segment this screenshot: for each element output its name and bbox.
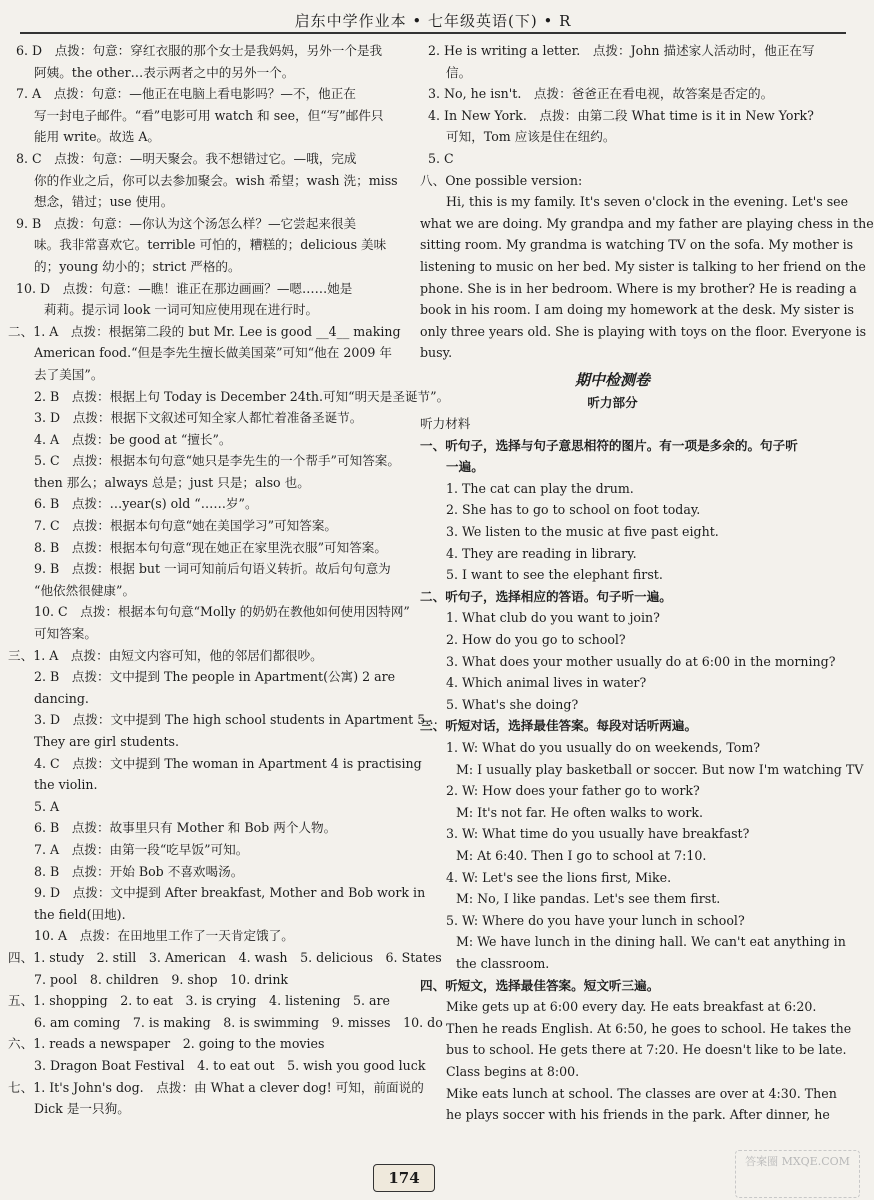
page-number: 174 <box>373 1164 435 1192</box>
answer-line: American food.“但是李先生擅长做美国菜”可知“他在 2009 年 <box>34 345 392 361</box>
answer-line: 7. pool 8. children 9. shop 10. drink <box>34 971 289 987</box>
answer-line: 能用 write。故选 A。 <box>34 129 161 145</box>
answer-line: 9. B 点拨：句意：—你认为这个汤怎么样？—它尝起来很美 <box>16 215 357 231</box>
listening-item: Mike eats lunch at school. The classes are over at 4:30. Then <box>446 1085 837 1101</box>
answer-line: sitting room. My grandma is watching TV on the sofa. My mother is <box>420 237 854 253</box>
answer-line: 写一封电子邮件。“看”电影可用 watch 和 see，但“写”邮件只 <box>34 107 384 123</box>
answer-line: 信。 <box>446 64 472 80</box>
listening-materials <box>420 435 864 1126</box>
answer-line: 3. Dragon Boat Festival 4. to eat out 5. wish you good luck <box>34 1057 426 1073</box>
answer-line: busy. <box>420 345 453 361</box>
listening-item: 1. W: What do you usually do on weekends, Tom? <box>446 740 761 755</box>
answer-line: 10. D 点拨：句意：—瞧！谁正在那边画画？—嗯……她是 <box>16 280 353 296</box>
listening-item: 4. W: Let's see the lions first, Mike. <box>446 869 672 885</box>
header-divider <box>20 32 846 34</box>
materials-label: 听力材料 <box>420 416 471 432</box>
answer-line: 3. D 点拨：文中提到 The high school students in Apartment 5… <box>34 712 438 728</box>
answer-line: 味。我非常喜欢它。terrible 可怕的，糟糕的；delicious 美味 <box>34 237 387 253</box>
answer-line: 9. D 点拨：文中提到 After breakfast, Mother and Bob work in <box>34 885 426 901</box>
answer-line: 五、1. shopping 2. to eat 3. is crying 4. listening 5. are <box>8 993 391 1009</box>
section-heading: 一、听句子，选择与句子意思相符的图片。有一项是多余的。句子听 <box>420 437 798 453</box>
answer-line: 可知答案。 <box>34 626 97 642</box>
answer-line: 去了美国”。 <box>34 366 104 382</box>
answer-line: 9. B 点拨：根据 but 一词可知前后句语义转折。故后句句意为 <box>34 561 391 577</box>
answer-line: 6. D 点拨：句意：穿红衣服的那个女士是我妈妈，另外一个是我 <box>16 43 383 58</box>
midterm-title: 期中检测卷 <box>574 370 650 389</box>
answer-line: 8. B 点拨：根据本句句意“现在她正在家里洗衣服”可知答案。 <box>34 539 387 555</box>
listening-item: 1. What club do you want to join? <box>446 610 660 626</box>
answer-line: 5. A <box>34 798 60 814</box>
answer-line: 7. A 点拨：句意：—他正在电脑上看电影吗？—不，他正在 <box>16 86 356 102</box>
section-heading: 二、听句子，选择相应的答语。句子听一遍。 <box>420 588 672 604</box>
listening-item: he plays soccer with his friends in the park. After dinner, he <box>446 1107 830 1123</box>
answer-line: 3. D 点拨：根据下文叙述可知全家人都忙着准备圣诞节。 <box>34 410 363 426</box>
answer-line: 的；young 幼小的；strict 严格的。 <box>34 258 241 274</box>
answer-line: 6. B 点拨：…year(s) old “……岁”。 <box>34 496 258 512</box>
listening-item: 3. What does your mother usually do at 6:00 in the morning? <box>446 653 836 669</box>
answer-line: then 那么；always 总是；just 只是；also 也。 <box>34 474 310 490</box>
answer-line: the violin. <box>34 777 98 793</box>
answer-line: 你的作业之后，你可以去参加聚会。wish 希望；wash 洗；miss <box>34 172 398 188</box>
answer-line: 2. He is writing a letter. 点拨：John 描述家人活动时，他正在写 <box>428 43 815 58</box>
answer-line: 阿姨。the other…表示两者之中的另外一个。 <box>34 64 295 80</box>
answer-column-right <box>420 40 874 1126</box>
answer-line: dancing. <box>34 690 89 706</box>
answer-line: Hi, this is my family. It's seven o'clock in the evening. Let's see <box>446 194 849 210</box>
listening-item: 3. W: What time do you usually have breakfast? <box>446 826 750 842</box>
listening-item: 3. We listen to the music at five past eight. <box>446 524 719 540</box>
answer-line: 4. In New York. 点拨：由第二段 What time is it in New York? <box>428 107 814 123</box>
listening-item: Class begins at 8:00. <box>446 1063 580 1079</box>
answer-line: 想念，错过；use 使用。 <box>34 194 174 210</box>
answer-line: the field(田地). <box>34 906 126 922</box>
listening-part-title: 听力部分 <box>587 394 638 410</box>
listening-item: M: It's not far. He often walks to work. <box>456 804 704 820</box>
listening-item: 2. W: How does your father go to work? <box>446 783 700 799</box>
answer-line: 10. A 点拨：在田地里工作了一天肯定饿了。 <box>34 928 294 944</box>
answer-line: 8. C 点拨：句意：—明天聚会。我不想错过它。—哦，完成 <box>16 150 357 166</box>
section-heading-cont: 一遍。 <box>446 459 484 475</box>
answer-line: book in his room. I am doing my homework at the desk. My sister is <box>420 302 854 318</box>
answer-line: what we are doing. My grandpa and my father are playing chess in the <box>420 215 874 231</box>
answer-line: only three years old. She is playing with toys on the floor. Everyone is <box>420 323 867 339</box>
answer-line: 5. C <box>428 150 454 166</box>
listening-item: 1. The cat can play the drum. <box>446 480 634 496</box>
listening-item: Mike gets up at 6:00 every day. He eats breakfast at 6:20. <box>446 999 817 1015</box>
answer-line: 三、1. A 点拨：由短文内容可知，他的邻居们都很吵。 <box>8 647 323 663</box>
answer-line: 5. C 点拨：根据本句句意“她只是李先生的一个帮手”可知答案。 <box>34 453 400 469</box>
answer-line: 七、1. It's John's dog. 点拨：由 What a clever dog! 可知，前面说的 <box>8 1079 424 1095</box>
answer-line: 4. A 点拨：be good at “擅长”。 <box>34 431 232 447</box>
listening-item: M: No, I like pandas. Let's see them first. <box>456 891 721 907</box>
right-answers <box>420 40 874 364</box>
listening-item: Then he reads English. At 6:50, he goes to school. He takes the <box>446 1020 852 1036</box>
listening-item: M: I usually play basketball or soccer. But now I'm watching TV <box>456 761 864 777</box>
listening-item: M: We have lunch in the dining hall. We can't eat anything in <box>456 934 846 950</box>
answer-line: 7. C 点拨：根据本句句意“她在美国学习”可知答案。 <box>34 518 338 534</box>
page-header: 启东中学作业本 • 七年级英语(下) • R <box>294 12 572 30</box>
answer-line: Dick 是一只狗。 <box>34 1101 130 1117</box>
listening-item: 4. They are reading in library. <box>446 545 637 561</box>
answer-line: 6. B 点拨：故事里只有 Mother 和 Bob 两个人物。 <box>34 820 337 836</box>
answer-line: phone. She is in her bedroom. Where is my brother? He is reading a <box>420 280 857 296</box>
answer-line: 莉莉。提示词 look 一词可知应使用现在进行时。 <box>44 302 319 318</box>
answer-line: They are girl students. <box>34 734 179 749</box>
answer-line: 6. am coming 7. is making 8. is swimming 9. misses 10. do <box>34 1014 443 1030</box>
listening-item: 5. What's she doing? <box>446 696 579 712</box>
answer-line: “他依然很健康”。 <box>34 582 136 598</box>
answer-line: 8. B 点拨：开始 Bob 不喜欢喝汤。 <box>34 863 244 879</box>
answer-line: 六、1. reads a newspaper 2. going to the movies <box>8 1036 325 1052</box>
listening-item: M: At 6:40. Then I go to school at 7:10. <box>456 847 707 863</box>
answer-line: 4. C 点拨：文中提到 The woman in Apartment 4 is practising <box>34 755 422 771</box>
answer-line: 二、1. A 点拨：根据第二段的 but Mr. Lee is good __4__ making <box>8 323 401 339</box>
listening-item: 5. I want to see the elephant first. <box>446 567 663 583</box>
listening-item: 5. W: Where do you have your lunch in school? <box>446 912 745 928</box>
listening-item: bus to school. He gets there at 7:20. He doesn't like to be late. <box>446 1042 847 1058</box>
listening-item: 4. Which animal lives in water? <box>446 675 647 691</box>
watermark-logo: 答案圈 MXQE.COM <box>735 1150 860 1198</box>
section-heading: 三、听短对话，选择最佳答案。每段对话听两遍。 <box>420 718 698 734</box>
answer-line: 可知，Tom 应该是住在纽约。 <box>446 129 616 145</box>
answer-line: 四、1. study 2. still 3. American 4. wash 5. delicious 6. States <box>8 949 442 965</box>
answer-line: 2. B 点拨：根据上句 Today is December 24th.可知“明天是圣诞节”。 <box>34 388 450 404</box>
answer-line: 八、One possible version: <box>420 172 583 188</box>
answer-line: 2. B 点拨：文中提到 The people in Apartment(公寓) 2 are <box>34 669 396 685</box>
listening-item: 2. How do you go to school? <box>446 632 626 648</box>
answer-line: listening to music on her bed. My sister is talking to her friend on the <box>420 258 866 274</box>
section-heading: 四、听短文，选择最佳答案。短文听三遍。 <box>420 977 660 993</box>
answer-line: 7. A 点拨：由第一段“吃早饭”可知。 <box>34 841 249 857</box>
listening-item: the classroom. <box>456 955 550 971</box>
answer-line: 3. No, he isn't. 点拨：爸爸正在看电视，故答案是否定的。 <box>428 86 774 102</box>
answer-line: 10. C 点拨：根据本句句意“Molly 的奶奶在教他如何使用因特网” <box>34 604 410 620</box>
listening-item: 2. She has to go to school on foot today. <box>446 502 701 518</box>
